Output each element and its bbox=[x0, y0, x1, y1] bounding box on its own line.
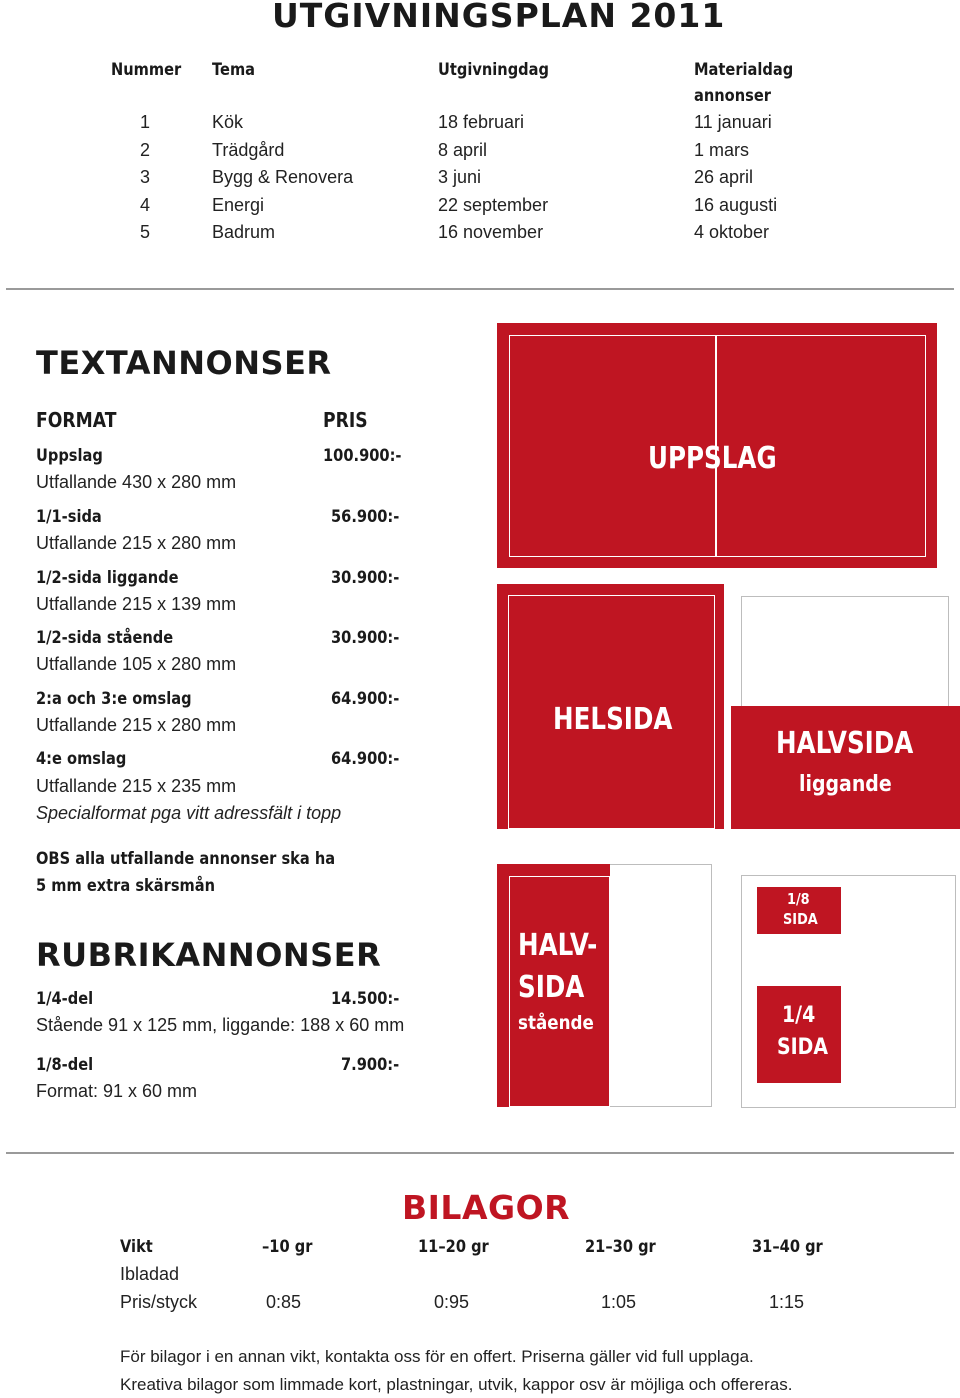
divider-bottom bbox=[6, 1152, 954, 1154]
kvartsdel-top-label: 1/4 bbox=[782, 1003, 816, 1028]
row2-tema: Trädgård bbox=[212, 140, 285, 160]
obs-line-1: OBS alla utfallande annonser ska ha bbox=[36, 849, 336, 869]
halvsida-staende-block bbox=[497, 864, 610, 1107]
row3-utgivningdag: 3 juni bbox=[438, 167, 482, 187]
liggande-label: liggande bbox=[799, 772, 892, 797]
item-attondel-spec: Format: 91 x 60 mm bbox=[36, 1081, 198, 1101]
row4-tema: Energi bbox=[212, 195, 265, 215]
row1-utgivningdag: 18 februari bbox=[438, 112, 525, 132]
kvartsdel-block bbox=[757, 986, 841, 1083]
bilagor-header-vikt: Vikt bbox=[120, 1237, 153, 1257]
header-tema: Tema bbox=[212, 60, 256, 80]
attondel-block bbox=[757, 887, 841, 934]
header-utgivningdag: Utgivningdag bbox=[438, 60, 549, 80]
format-header: FORMAT bbox=[36, 408, 117, 432]
item-omslag4-spec: Utfallande 215 x 235 mm bbox=[36, 776, 237, 796]
bilagor-note-1: För bilagor i en annan vikt, kontakta oss för en offert. Priserna gäller vid full upplaga. bbox=[120, 1347, 754, 1366]
halvsida-liggande-block bbox=[731, 706, 960, 829]
row1-nummer: 1 bbox=[140, 112, 151, 132]
item-halvsida-staende-name: 1/2-sida stående bbox=[36, 628, 174, 648]
halv-label: HALV- bbox=[518, 928, 598, 963]
row4-utgivningdag: 22 september bbox=[438, 195, 549, 215]
item-uppslag-name: Uppslag bbox=[36, 446, 103, 466]
attondel-bottom-label: SIDA bbox=[783, 910, 818, 928]
item-halvsida-staende-spec: Utfallande 105 x 280 mm bbox=[36, 654, 237, 674]
item-uppslag-spec: Utfallande 430 x 280 mm bbox=[36, 472, 237, 492]
row2-nummer: 2 bbox=[140, 140, 151, 160]
header-nummer: Nummer bbox=[111, 60, 182, 80]
row2-utgivningdag: 8 april bbox=[438, 140, 488, 160]
item-uppslag-price: 100.900:- bbox=[323, 446, 402, 466]
attondel-top-label: 1/8 bbox=[787, 890, 810, 908]
item-omslag23-spec: Utfallande 215 x 280 mm bbox=[36, 715, 237, 735]
row4-nummer: 4 bbox=[140, 195, 151, 215]
header-annonser: annonser bbox=[694, 86, 771, 106]
obs-line-2: 5 mm extra skärsmån bbox=[36, 876, 216, 896]
item-omslag23-name: 2:a och 3:e omslag bbox=[36, 689, 192, 709]
item-omslag23-price: 64.900:- bbox=[331, 689, 400, 709]
bilagor-price-2: 0:95 bbox=[434, 1292, 470, 1312]
row4-materialdag: 16 augusti bbox=[694, 195, 778, 215]
row3-materialdag: 26 april bbox=[694, 167, 754, 187]
bilagor-pris-label: Pris/styck bbox=[120, 1292, 198, 1312]
item-helsida-name: 1/1-sida bbox=[36, 507, 102, 527]
bilagor-header-4: 31–40 gr bbox=[752, 1237, 823, 1257]
bilagor-ibladad: Ibladad bbox=[120, 1264, 180, 1284]
item-halvsida-liggande-spec: Utfallande 215 x 139 mm bbox=[36, 594, 237, 614]
item-helsida-price: 56.900:- bbox=[331, 507, 400, 527]
row1-materialdag: 11 januari bbox=[694, 112, 772, 132]
item-kvartsdel-spec: Stående 91 x 125 mm, liggande: 188 x 60 mm bbox=[36, 1015, 405, 1035]
row5-materialdag: 4 oktober bbox=[694, 222, 770, 242]
row5-tema: Badrum bbox=[212, 222, 276, 242]
item-attondel-price: 7.900:- bbox=[341, 1055, 400, 1075]
pris-header: PRIS bbox=[323, 408, 368, 432]
item-attondel-name: 1/8-del bbox=[36, 1055, 94, 1075]
item-halvsida-liggande-name: 1/2-sida liggande bbox=[36, 568, 179, 588]
divider-top bbox=[6, 288, 954, 290]
row5-utgivningdag: 16 november bbox=[438, 222, 544, 242]
item-halvsida-staende-price: 30.900:- bbox=[331, 628, 400, 648]
textannonser-title: TEXTANNONSER bbox=[36, 344, 332, 382]
rubrikannonser-title: RUBRIKANNONSER bbox=[36, 936, 382, 974]
special-note: Specialformat pga vitt adressfält i topp bbox=[36, 803, 342, 823]
uppslag-block bbox=[497, 323, 937, 568]
sida-label: SIDA bbox=[518, 970, 585, 1005]
item-halvsida-liggande-price: 30.900:- bbox=[331, 568, 400, 588]
bilagor-header-2: 11–20 gr bbox=[418, 1237, 489, 1257]
item-omslag4-name: 4:e omslag bbox=[36, 749, 127, 769]
bilagor-price-4: 1:15 bbox=[769, 1292, 805, 1312]
item-helsida-spec: Utfallande 215 x 280 mm bbox=[36, 533, 237, 553]
staende-label: stående bbox=[518, 1012, 594, 1034]
item-kvartsdel-name: 1/4-del bbox=[36, 989, 94, 1009]
row5-nummer: 5 bbox=[140, 222, 151, 242]
row1-tema: Kök bbox=[212, 112, 244, 132]
row3-tema: Bygg & Renovera bbox=[212, 167, 354, 187]
item-kvartsdel-price: 14.500:- bbox=[331, 989, 400, 1009]
row2-materialdag: 1 mars bbox=[694, 140, 750, 160]
item-omslag4-price: 64.900:- bbox=[331, 749, 400, 769]
header-materialdag: Materialdag bbox=[694, 60, 794, 80]
page-title: UTGIVNINGSPLAN 2011 bbox=[272, 0, 726, 35]
bilagor-header-3: 21–30 gr bbox=[585, 1237, 656, 1257]
bilagor-note-2: Kreativa bilagor som limmade kort, plastningar, utvik, kappor osv är möjliga och offereras. bbox=[120, 1375, 793, 1394]
helsida-label: HELSIDA bbox=[553, 702, 673, 737]
row3-nummer: 3 bbox=[140, 167, 151, 187]
bilagor-title: BILAGOR bbox=[402, 1188, 571, 1227]
kvartsdel-bottom-label: SIDA bbox=[777, 1035, 829, 1060]
bilagor-price-1: 0:85 bbox=[266, 1292, 302, 1312]
bilagor-price-3: 1:05 bbox=[601, 1292, 637, 1312]
helsida-block bbox=[497, 584, 724, 829]
uppslag-label: UPPSLAG bbox=[648, 441, 777, 476]
halvsida-label: HALVSIDA bbox=[776, 726, 914, 761]
bilagor-header-1: –10 gr bbox=[262, 1237, 313, 1257]
